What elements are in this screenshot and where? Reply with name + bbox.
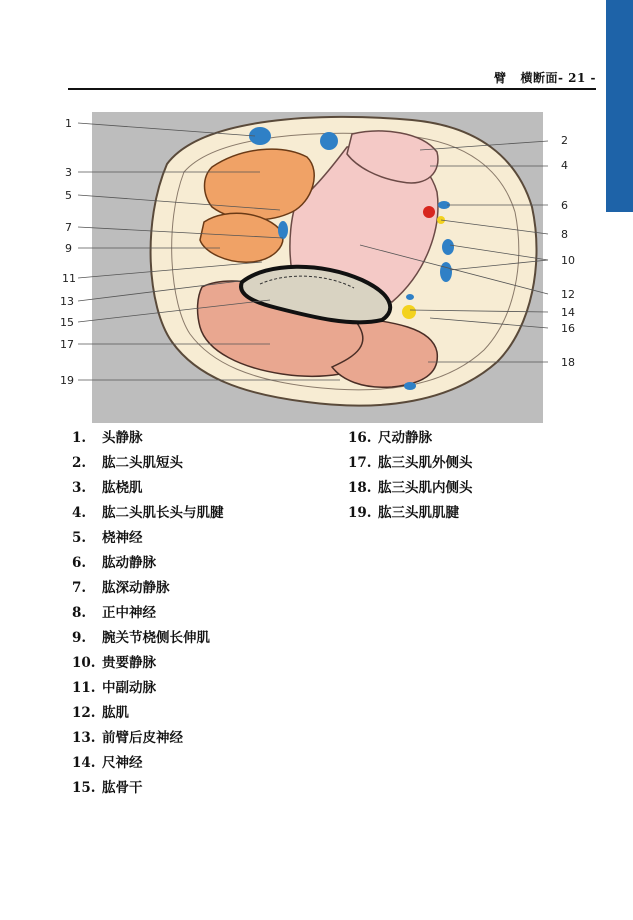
- callout-6: 6: [561, 199, 568, 212]
- callout-14: 14: [561, 306, 575, 319]
- legend-number: 11.: [72, 680, 96, 696]
- legend-item: [72, 501, 224, 526]
- legend-label: 肱三头肌肌腱: [378, 505, 459, 521]
- legend-number: 18.: [348, 480, 372, 496]
- legend-label: 肱动静脉: [102, 555, 156, 571]
- legend-label: 贵要静脉: [102, 655, 156, 671]
- callout-17: 17: [60, 338, 74, 351]
- legend-label: 正中神经: [102, 605, 156, 621]
- legend-item: [72, 576, 224, 601]
- legend-number: 6.: [72, 555, 87, 571]
- legend-item: [348, 501, 473, 526]
- callout-12: 12: [561, 288, 575, 301]
- callout-layer: [0, 0, 633, 440]
- callout-15: 15: [60, 316, 74, 329]
- legend-number: 14.: [72, 755, 96, 771]
- legend-number: 1.: [72, 430, 87, 446]
- legend-number: 12.: [72, 705, 96, 721]
- legend-item: [348, 426, 473, 451]
- legend-item: [72, 526, 224, 551]
- legend-number: 8.: [72, 605, 87, 621]
- legend-item: [72, 676, 224, 701]
- legend-item: [72, 751, 224, 776]
- legend-item: [72, 551, 224, 576]
- legend-item: [72, 601, 224, 626]
- legend-item: [72, 776, 224, 801]
- legend-label: 尺动静脉: [378, 430, 432, 446]
- legend-label: 前臂后皮神经: [102, 730, 183, 746]
- legend-item: [72, 651, 224, 676]
- legend-item: [72, 626, 224, 651]
- legend-label: 中副动脉: [102, 680, 156, 696]
- legend-label: 腕关节桡侧长伸肌: [102, 630, 210, 646]
- legend-label: 肱三头肌外侧头: [378, 455, 473, 471]
- callout-2: 2: [561, 134, 568, 147]
- legend-number: 17.: [348, 455, 372, 471]
- callout-7: 7: [65, 221, 72, 234]
- legend-number: 4.: [72, 505, 87, 521]
- legend-label: 肱肌: [102, 705, 129, 721]
- callout-8: 8: [561, 228, 568, 241]
- legend-label: 肱骨干: [102, 780, 143, 796]
- legend-label: 肱深动静脉: [102, 580, 170, 596]
- legend-item: [72, 426, 224, 451]
- legend-label: 头静脉: [102, 430, 143, 446]
- legend-number: 2.: [72, 455, 87, 471]
- callout-16: 16: [561, 322, 575, 335]
- legend-item: [72, 451, 224, 476]
- legend-label: 肱二头肌短头: [102, 455, 183, 471]
- legend-number: 7.: [72, 580, 87, 596]
- legend-number: 9.: [72, 630, 87, 646]
- legend-number: 10.: [72, 655, 96, 671]
- legend-label: 肱三头肌内侧头: [378, 480, 473, 496]
- legend-item: [72, 726, 224, 751]
- legend-item: [72, 701, 224, 726]
- callout-11: 11: [62, 272, 76, 285]
- legend-number: 15.: [72, 780, 96, 796]
- legend-number: 13.: [72, 730, 96, 746]
- running-header: 臂 横断面- 21 -: [493, 71, 596, 85]
- callout-4: 4: [561, 159, 568, 172]
- callout-19: 19: [60, 374, 74, 387]
- callout-9: 9: [65, 242, 72, 255]
- callout-13: 13: [60, 295, 74, 308]
- legend-label: 桡神经: [102, 530, 143, 546]
- legend-item: [72, 476, 224, 501]
- legend-item: [348, 451, 473, 476]
- legend-number: 3.: [72, 480, 87, 496]
- callout-3: 3: [65, 166, 72, 179]
- legend-number: 19.: [348, 505, 372, 521]
- callout-1: 1: [65, 117, 72, 130]
- legend-number: 5.: [72, 530, 87, 546]
- legend-label: 尺神经: [102, 755, 143, 771]
- callout-5: 5: [65, 189, 72, 202]
- legend-label: 肱桡肌: [102, 480, 143, 496]
- legend-label: 肱二头肌长头与肌腱: [102, 505, 224, 521]
- callout-18: 18: [561, 356, 575, 369]
- legend-item: [348, 476, 473, 501]
- callout-10: 10: [561, 254, 575, 267]
- legend-right-column: [348, 426, 473, 526]
- legend-number: 16.: [348, 430, 372, 446]
- legend-left-column: [72, 426, 224, 801]
